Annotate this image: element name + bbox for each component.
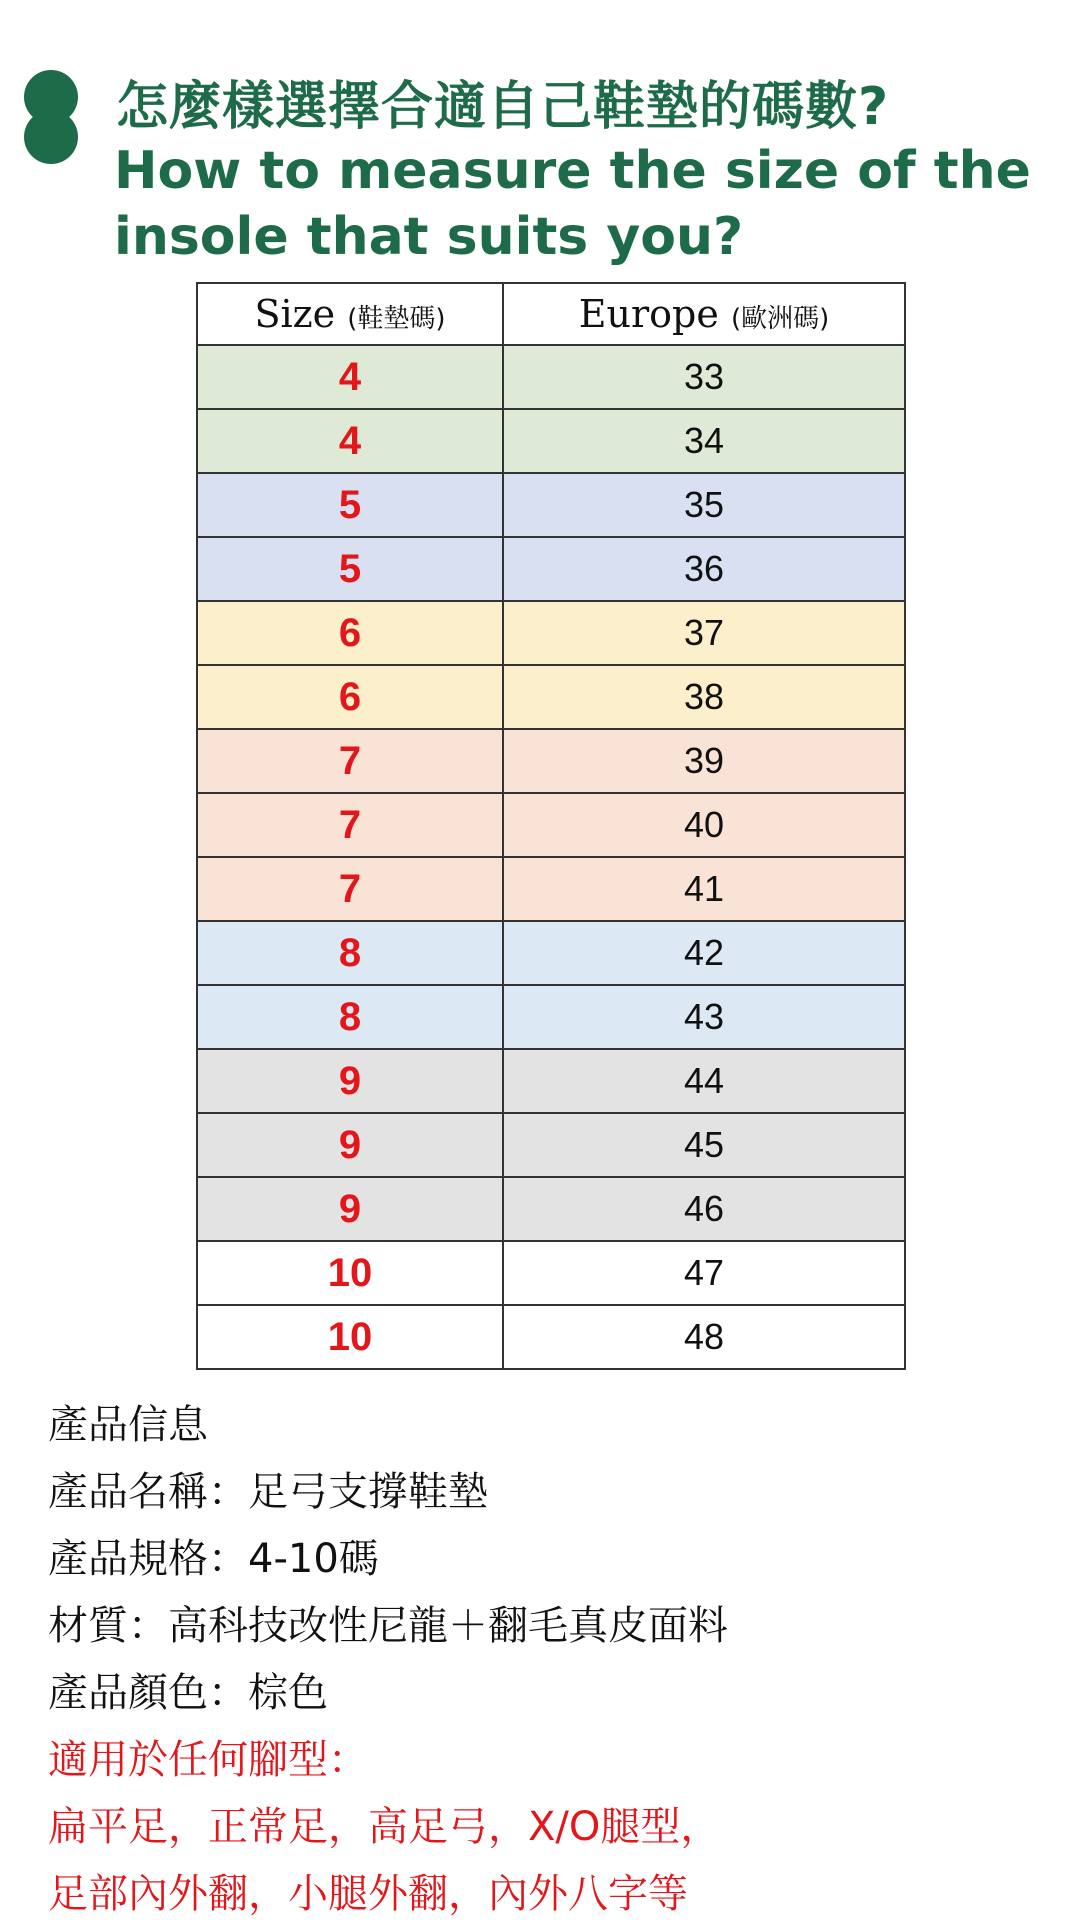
europe-cell: 36 [503,537,905,601]
column-header-europe-label: Europe [578,292,719,336]
column-header-size-sub: (鞋墊碼) [347,304,446,334]
column-header-size [197,283,503,345]
size-cell: 6 [197,665,503,729]
table-row [197,409,905,473]
decorative-dots-icon [24,70,80,160]
size-cell: 5 [197,473,503,537]
header [0,60,1080,270]
size-cell: 9 [197,1113,503,1177]
info-product-spec: 產品規格：4-10碼 [48,1536,379,1582]
europe-cell: 42 [503,921,905,985]
europe-cell: 43 [503,985,905,1049]
europe-cell: 41 [503,857,905,921]
size-cell: 7 [197,729,503,793]
info-suitable-heading: 適用於任何腳型： [48,1737,368,1783]
size-cell: 5 [197,537,503,601]
table-row [197,1305,905,1369]
size-table [196,282,906,1370]
info-suitable-list-2: 足部內外翻，小腿外翻，內外八字等 [48,1871,688,1917]
table-row [197,345,905,409]
table-row [197,473,905,537]
size-cell: 6 [197,601,503,665]
size-cell: 8 [197,985,503,1049]
info-material: 材質：高科技改性尼龍＋翻毛真皮面料 [48,1603,728,1649]
table-row [197,1177,905,1241]
column-header-europe-sub: (歐洲碼) [730,304,830,334]
table-row [197,793,905,857]
info-color: 產品顏色：棕色 [48,1670,328,1716]
europe-cell: 34 [503,409,905,473]
table-row [197,665,905,729]
size-cell: 8 [197,921,503,985]
size-cell: 7 [197,793,503,857]
product-info [48,1392,1048,1928]
size-cell: 10 [197,1305,503,1369]
size-cell: 9 [197,1049,503,1113]
info-heading: 產品信息 [48,1402,208,1448]
europe-cell: 44 [503,1049,905,1113]
info-suitable-list-1: 扁平足，正常足，高足弓，X/O腿型， [48,1804,721,1850]
size-cell: 10 [197,1241,503,1305]
europe-cell: 47 [503,1241,905,1305]
table-row [197,1113,905,1177]
table-row [197,729,905,793]
table-row [197,857,905,921]
table-row [197,985,905,1049]
dot-icon [24,110,78,164]
table-row [197,1241,905,1305]
column-header-size-label: Size [254,292,336,336]
info-product-name: 產品名稱：足弓支撐鞋墊 [48,1469,488,1515]
size-cell: 9 [197,1177,503,1241]
europe-cell: 35 [503,473,905,537]
size-cell: 4 [197,409,503,473]
europe-cell: 37 [503,601,905,665]
page-title-english: How to measure the size of the insole that suits you? [114,141,1031,267]
europe-cell: 48 [503,1305,905,1369]
europe-cell: 33 [503,345,905,409]
table-header-row [197,283,905,345]
table-row [197,601,905,665]
europe-cell: 38 [503,665,905,729]
table-row [197,1049,905,1113]
column-header-europe [503,283,905,345]
page-title-chinese: 怎麼樣選擇合適自己鞋墊的碼數? [116,77,890,137]
europe-cell: 45 [503,1113,905,1177]
table-row [197,537,905,601]
europe-cell: 46 [503,1177,905,1241]
europe-cell: 40 [503,793,905,857]
size-cell: 4 [197,345,503,409]
table-row [197,921,905,985]
size-cell: 7 [197,857,503,921]
europe-cell: 39 [503,729,905,793]
